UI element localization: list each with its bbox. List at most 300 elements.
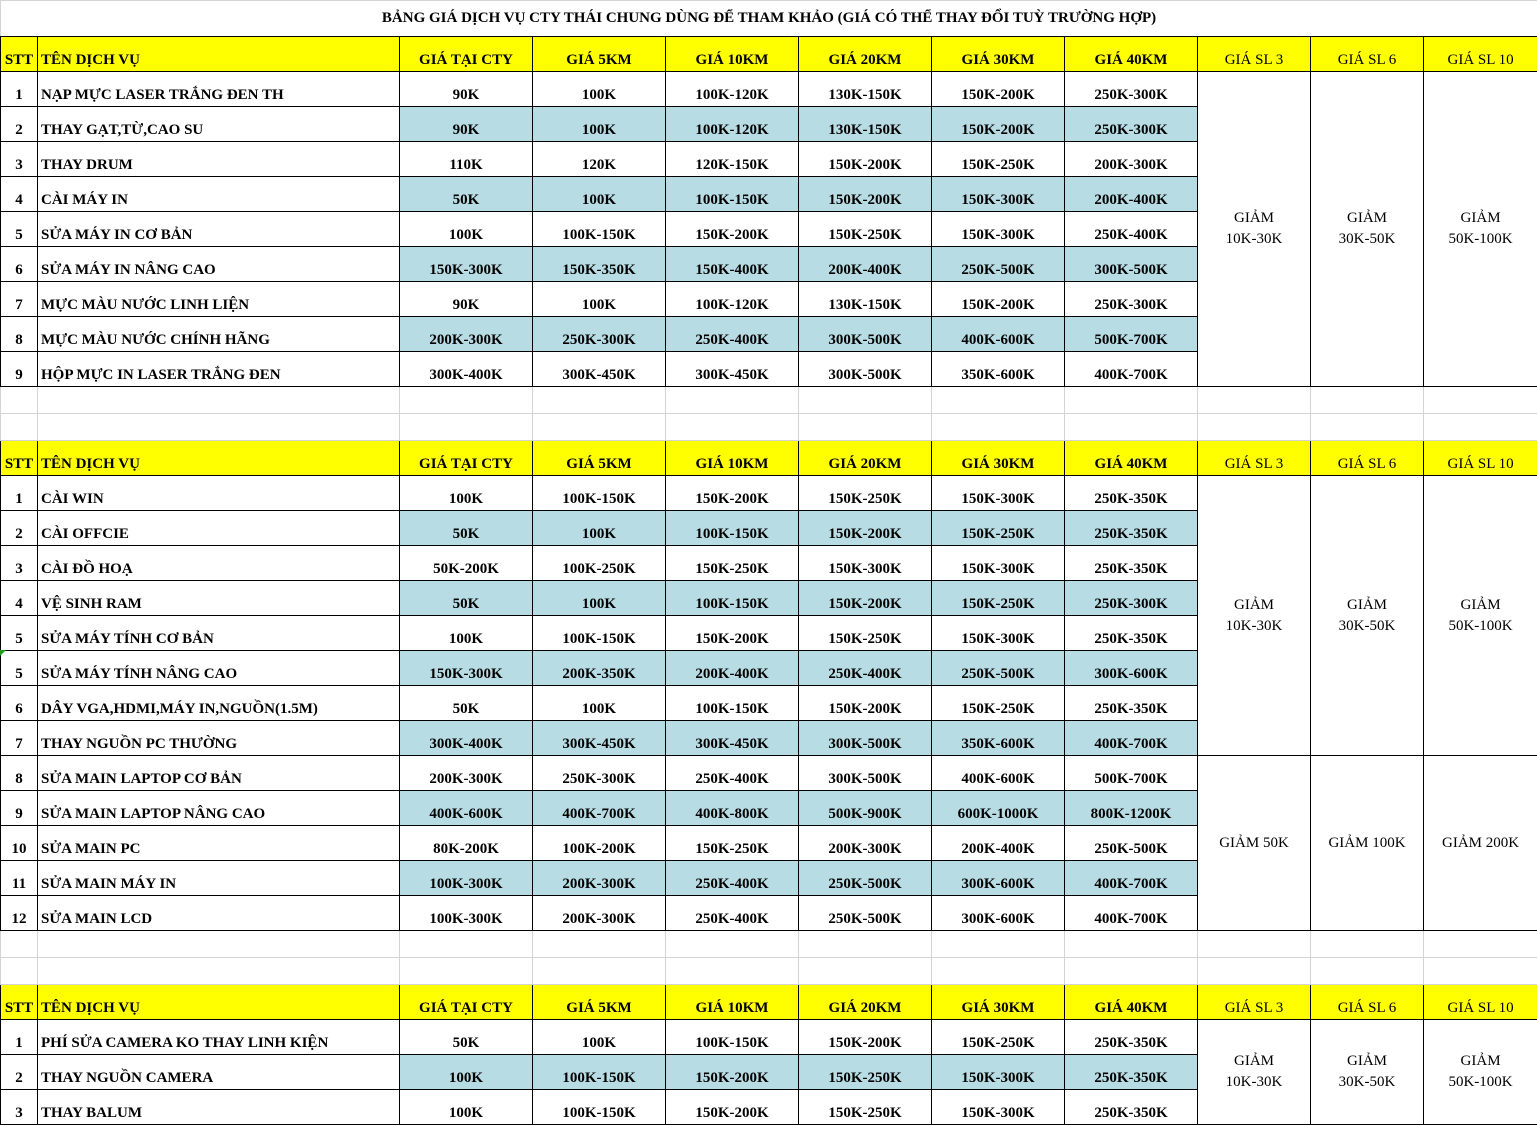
- price-20km-cell: 250K-500K: [799, 896, 932, 931]
- empty-cell: [932, 931, 1065, 958]
- price-company-cell: 100K: [400, 476, 533, 511]
- empty-cell: [1311, 931, 1424, 958]
- service-name-cell: HỘP MỰC IN LASER TRẮNG ĐEN: [38, 352, 400, 387]
- stt-cell: 6: [1, 247, 38, 282]
- service-name-cell: NẠP MỰC LASER TRẮNG ĐEN TH: [38, 72, 400, 107]
- service-name-cell: THAY NGUỒN PC THƯỜNG: [38, 721, 400, 756]
- empty-cell: [533, 387, 666, 414]
- price-40km-cell: 300K-500K: [1065, 247, 1198, 282]
- price-10km-cell: 150K-250K: [666, 826, 799, 861]
- price-company-cell: 100K: [400, 212, 533, 247]
- price-10km-cell: 100K-120K: [666, 72, 799, 107]
- header-price-5km: GIÁ 5KM: [533, 37, 666, 72]
- price-20km-cell: 200K-300K: [799, 826, 932, 861]
- price-10km-cell: 150K-250K: [666, 546, 799, 581]
- price-5km-cell: 150K-350K: [533, 247, 666, 282]
- price-20km-cell: 500K-900K: [799, 791, 932, 826]
- empty-cell: [1311, 414, 1424, 441]
- header-price-30km: GIÁ 30KM: [932, 37, 1065, 72]
- price-30km-cell: 150K-300K: [932, 1090, 1065, 1125]
- price-20km-cell: 200K-400K: [799, 247, 932, 282]
- discount-sl3-cell: GIẢM 10K-30K: [1198, 476, 1311, 756]
- stt-cell: 12: [1, 896, 38, 931]
- price-40km-cell: 250K-350K: [1065, 686, 1198, 721]
- price-company-cell: 50K: [400, 511, 533, 546]
- price-20km-cell: 150K-200K: [799, 511, 932, 546]
- price-5km-cell: 300K-450K: [533, 352, 666, 387]
- service-name-cell: CÀI MÁY IN: [38, 177, 400, 212]
- price-company-cell: 50K-200K: [400, 546, 533, 581]
- price-10km-cell: 150K-400K: [666, 247, 799, 282]
- stt-cell: 3: [1, 546, 38, 581]
- service-name-cell: CÀI ĐỒ HOẠ: [38, 546, 400, 581]
- price-company-cell: 300K-400K: [400, 352, 533, 387]
- discount-sl3-cell: GIẢM 10K-30K: [1198, 1020, 1311, 1125]
- empty-cell: [38, 414, 400, 441]
- price-30km-cell: 250K-500K: [932, 651, 1065, 686]
- header-price-30km: GIÁ 30KM: [932, 985, 1065, 1020]
- price-company-cell: 90K: [400, 282, 533, 317]
- service-name-cell: SỬA MÁY IN NÂNG CAO: [38, 247, 400, 282]
- price-40km-cell: 250K-300K: [1065, 282, 1198, 317]
- price-5km-cell: 100K-200K: [533, 826, 666, 861]
- price-40km-cell: 400K-700K: [1065, 861, 1198, 896]
- service-name-cell: THAY NGUỒN CAMERA: [38, 1055, 400, 1090]
- service-name-cell: SỬA MAIN LAPTOP CƠ BẢN: [38, 756, 400, 791]
- price-20km-cell: 250K-400K: [799, 651, 932, 686]
- price-40km-cell: 300K-600K: [1065, 651, 1198, 686]
- price-20km-cell: 130K-150K: [799, 107, 932, 142]
- stt-cell: 8: [1, 317, 38, 352]
- empty-cell: [1198, 958, 1311, 985]
- price-40km-cell: 400K-700K: [1065, 721, 1198, 756]
- price-30km-cell: 150K-300K: [932, 476, 1065, 511]
- price-company-cell: 100K-300K: [400, 896, 533, 931]
- service-name-cell: SỬA MÁY TÍNH CƠ BẢN: [38, 616, 400, 651]
- price-40km-cell: 250K-300K: [1065, 581, 1198, 616]
- empty-cell: [666, 414, 799, 441]
- empty-cell: [1065, 414, 1198, 441]
- stt-cell: 11: [1, 861, 38, 896]
- price-20km-cell: 150K-250K: [799, 1055, 932, 1090]
- price-5km-cell: 100K: [533, 107, 666, 142]
- stt-cell: 8: [1, 756, 38, 791]
- price-company-cell: 100K: [400, 1055, 533, 1090]
- stt-cell: 4: [1, 177, 38, 212]
- empty-cell: [1, 958, 38, 985]
- empty-cell: [1, 387, 38, 414]
- price-5km-cell: 100K: [533, 282, 666, 317]
- price-40km-cell: 250K-500K: [1065, 826, 1198, 861]
- stt-cell: 2: [1, 1055, 38, 1090]
- service-name-cell: MỰC MÀU NƯỚC CHÍNH HÃNG: [38, 317, 400, 352]
- header-price-sl6: GIÁ SL 6: [1311, 37, 1424, 72]
- price-5km-cell: 300K-450K: [533, 721, 666, 756]
- price-company-cell: 100K: [400, 616, 533, 651]
- price-40km-cell: 800K-1200K: [1065, 791, 1198, 826]
- stt-cell: 2: [1, 511, 38, 546]
- price-20km-cell: 130K-150K: [799, 72, 932, 107]
- empty-cell: [533, 414, 666, 441]
- price-5km-cell: 250K-300K: [533, 756, 666, 791]
- discount-sl6-cell: GIẢM 30K-50K: [1311, 72, 1424, 387]
- price-10km-cell: 100K-120K: [666, 282, 799, 317]
- price-10km-cell: 150K-200K: [666, 1090, 799, 1125]
- price-5km-cell: 100K: [533, 511, 666, 546]
- price-10km-cell: 100K-150K: [666, 581, 799, 616]
- empty-cell: [799, 958, 932, 985]
- stt-cell: 9: [1, 352, 38, 387]
- price-10km-cell: 300K-450K: [666, 352, 799, 387]
- price-20km-cell: 300K-500K: [799, 721, 932, 756]
- empty-cell: [799, 414, 932, 441]
- price-5km-cell: 120K: [533, 142, 666, 177]
- price-5km-cell: 100K-150K: [533, 1055, 666, 1090]
- empty-cell: [1311, 958, 1424, 985]
- price-40km-cell: 200K-300K: [1065, 142, 1198, 177]
- price-30km-cell: 400K-600K: [932, 756, 1065, 791]
- header-stt: STT: [1, 441, 38, 476]
- price-10km-cell: 250K-400K: [666, 861, 799, 896]
- price-5km-cell: 100K-150K: [533, 1090, 666, 1125]
- stt-cell: 3: [1, 142, 38, 177]
- price-10km-cell: 100K-150K: [666, 686, 799, 721]
- price-10km-cell: 400K-800K: [666, 791, 799, 826]
- service-name-cell: THAY DRUM: [38, 142, 400, 177]
- price-40km-cell: 400K-700K: [1065, 352, 1198, 387]
- price-company-cell: 100K-300K: [400, 861, 533, 896]
- price-20km-cell: 150K-200K: [799, 177, 932, 212]
- price-company-cell: 90K: [400, 72, 533, 107]
- price-30km-cell: 150K-200K: [932, 282, 1065, 317]
- service-name-cell: SỬA MAIN MÁY IN: [38, 861, 400, 896]
- price-20km-cell: 150K-250K: [799, 616, 932, 651]
- service-name-cell: SỬA MAIN PC: [38, 826, 400, 861]
- discount-sl6-cell: GIẢM 100K: [1311, 756, 1424, 931]
- price-5km-cell: 100K-150K: [533, 476, 666, 511]
- service-name-cell: THAY GẠT,TỪ,CAO SU: [38, 107, 400, 142]
- discount-sl10-cell: GIẢM 50K-100K: [1424, 72, 1537, 387]
- price-40km-cell: 400K-700K: [1065, 896, 1198, 931]
- header-price-sl10: GIÁ SL 10: [1424, 37, 1537, 72]
- price-20km-cell: 150K-250K: [799, 1090, 932, 1125]
- title-row: [1, 1, 1537, 37]
- header-row: [1, 985, 1537, 1020]
- service-name-cell: PHÍ SỬA CAMERA KO THAY LINH KIỆN: [38, 1020, 400, 1055]
- stt-cell: 4: [1, 581, 38, 616]
- empty-cell: [400, 958, 533, 985]
- empty-cell: [666, 931, 799, 958]
- price-30km-cell: 150K-200K: [932, 107, 1065, 142]
- price-20km-cell: 300K-500K: [799, 317, 932, 352]
- price-40km-cell: 250K-350K: [1065, 546, 1198, 581]
- cell-comment-marker: [0, 650, 6, 656]
- header-price-sl6: GIÁ SL 6: [1311, 441, 1424, 476]
- price-30km-cell: 250K-500K: [932, 247, 1065, 282]
- price-5km-cell: 100K: [533, 72, 666, 107]
- price-30km-cell: 150K-300K: [932, 546, 1065, 581]
- price-20km-cell: 300K-500K: [799, 756, 932, 791]
- price-20km-cell: 150K-300K: [799, 546, 932, 581]
- header-price-company: GIÁ TẠI CTY: [400, 441, 533, 476]
- header-price-20km: GIÁ 20KM: [799, 985, 932, 1020]
- price-40km-cell: 500K-700K: [1065, 317, 1198, 352]
- price-40km-cell: 250K-350K: [1065, 511, 1198, 546]
- price-30km-cell: 400K-600K: [932, 317, 1065, 352]
- price-30km-cell: 150K-250K: [932, 581, 1065, 616]
- empty-cell: [1, 931, 38, 958]
- price-5km-cell: 400K-700K: [533, 791, 666, 826]
- header-price-10km: GIÁ 10KM: [666, 37, 799, 72]
- header-price-sl10: GIÁ SL 10: [1424, 985, 1537, 1020]
- stt-cell: 1: [1, 72, 38, 107]
- service-name-cell: CÀI OFFCIE: [38, 511, 400, 546]
- price-30km-cell: 300K-600K: [932, 896, 1065, 931]
- stt-cell: 10: [1, 826, 38, 861]
- stt-cell: 1: [1, 1020, 38, 1055]
- empty-cell: [932, 414, 1065, 441]
- header-price-40km: GIÁ 40KM: [1065, 441, 1198, 476]
- service-name-cell: THAY BALUM: [38, 1090, 400, 1125]
- header-stt: STT: [1, 37, 38, 72]
- price-30km-cell: 150K-250K: [932, 511, 1065, 546]
- service-name-cell: SỬA MÁY TÍNH NÂNG CAO: [38, 651, 400, 686]
- empty-cell: [1065, 931, 1198, 958]
- price-10km-cell: 250K-400K: [666, 317, 799, 352]
- price-10km-cell: 150K-200K: [666, 616, 799, 651]
- price-5km-cell: 100K: [533, 177, 666, 212]
- header-row: [1, 441, 1537, 476]
- service-name-cell: DÂY VGA,HDMI,MÁY IN,NGUỒN(1.5M): [38, 686, 400, 721]
- price-30km-cell: 150K-250K: [932, 686, 1065, 721]
- sheet-title: BẢNG GIÁ DỊCH VỤ CTY THÁI CHUNG DÙNG ĐỂ THAM KHẢO (GIÁ CÓ THỂ THAY ĐỔI TUỲ TRƯỜNG HỢP): [1, 1, 1537, 37]
- price-20km-cell: 150K-200K: [799, 581, 932, 616]
- price-30km-cell: 150K-300K: [932, 616, 1065, 651]
- service-name-cell: SỬA MAIN LAPTOP NÂNG CAO: [38, 791, 400, 826]
- stt-cell: 5: [1, 651, 38, 686]
- price-5km-cell: 200K-300K: [533, 896, 666, 931]
- discount-sl3-cell: GIẢM 10K-30K: [1198, 72, 1311, 387]
- stt-cell: 5: [1, 616, 38, 651]
- empty-cell: [1424, 958, 1537, 985]
- table-row: [1, 72, 1537, 107]
- empty-cell: [38, 958, 400, 985]
- stt-cell: 7: [1, 282, 38, 317]
- price-20km-cell: 130K-150K: [799, 282, 932, 317]
- empty-cell: [533, 958, 666, 985]
- price-5km-cell: 100K-150K: [533, 212, 666, 247]
- price-40km-cell: 250K-400K: [1065, 212, 1198, 247]
- discount-sl6-cell: GIẢM 30K-50K: [1311, 476, 1424, 756]
- price-company-cell: 200K-300K: [400, 756, 533, 791]
- service-name-cell: MỰC MÀU NƯỚC LINH LIỆN: [38, 282, 400, 317]
- table-row: [1, 476, 1537, 511]
- header-service-name: TÊN DỊCH VỤ: [38, 37, 400, 72]
- price-10km-cell: 150K-200K: [666, 476, 799, 511]
- price-10km-cell: 150K-200K: [666, 1055, 799, 1090]
- price-30km-cell: 300K-600K: [932, 861, 1065, 896]
- empty-cell: [1424, 387, 1537, 414]
- price-10km-cell: 250K-400K: [666, 896, 799, 931]
- service-name-cell: SỬA MÁY IN CƠ BẢN: [38, 212, 400, 247]
- empty-cell: [932, 958, 1065, 985]
- price-company-cell: 50K: [400, 581, 533, 616]
- discount-sl10-cell: GIẢM 200K: [1424, 756, 1537, 931]
- header-price-10km: GIÁ 10KM: [666, 985, 799, 1020]
- discount-sl3-cell: GIẢM 50K: [1198, 756, 1311, 931]
- empty-cell: [1198, 387, 1311, 414]
- header-price-sl3: GIÁ SL 3: [1198, 441, 1311, 476]
- empty-cell: [400, 931, 533, 958]
- price-20km-cell: 150K-200K: [799, 686, 932, 721]
- price-10km-cell: 100K-150K: [666, 177, 799, 212]
- price-company-cell: 80K-200K: [400, 826, 533, 861]
- price-30km-cell: 600K-1000K: [932, 791, 1065, 826]
- price-20km-cell: 250K-500K: [799, 861, 932, 896]
- table-row: [1, 756, 1537, 791]
- header-price-company: GIÁ TẠI CTY: [400, 37, 533, 72]
- price-company-cell: 200K-300K: [400, 317, 533, 352]
- price-company-cell: 50K: [400, 177, 533, 212]
- price-5km-cell: 100K-150K: [533, 616, 666, 651]
- empty-cell: [932, 387, 1065, 414]
- price-company-cell: 400K-600K: [400, 791, 533, 826]
- price-40km-cell: 250K-300K: [1065, 72, 1198, 107]
- header-price-20km: GIÁ 20KM: [799, 441, 932, 476]
- stt-cell: 2: [1, 107, 38, 142]
- price-company-cell: 150K-300K: [400, 247, 533, 282]
- price-40km-cell: 250K-350K: [1065, 1020, 1198, 1055]
- empty-cell: [799, 931, 932, 958]
- price-20km-cell: 150K-200K: [799, 1020, 932, 1055]
- price-10km-cell: 150K-200K: [666, 212, 799, 247]
- empty-row: [1, 931, 1537, 958]
- price-30km-cell: 200K-400K: [932, 826, 1065, 861]
- empty-cell: [1065, 958, 1198, 985]
- header-price-40km: GIÁ 40KM: [1065, 985, 1198, 1020]
- price-30km-cell: 150K-300K: [932, 1055, 1065, 1090]
- stt-cell: 3: [1, 1090, 38, 1125]
- service-name-cell: SỬA MAIN LCD: [38, 896, 400, 931]
- price-10km-cell: 120K-150K: [666, 142, 799, 177]
- price-40km-cell: 250K-350K: [1065, 1090, 1198, 1125]
- empty-cell: [666, 387, 799, 414]
- header-price-5km: GIÁ 5KM: [533, 441, 666, 476]
- price-5km-cell: 100K: [533, 686, 666, 721]
- price-10km-cell: 300K-450K: [666, 721, 799, 756]
- header-price-20km: GIÁ 20KM: [799, 37, 932, 72]
- price-30km-cell: 350K-600K: [932, 352, 1065, 387]
- header-price-10km: GIÁ 10KM: [666, 441, 799, 476]
- price-40km-cell: 250K-300K: [1065, 107, 1198, 142]
- price-30km-cell: 350K-600K: [932, 721, 1065, 756]
- header-price-5km: GIÁ 5KM: [533, 985, 666, 1020]
- price-20km-cell: 150K-250K: [799, 212, 932, 247]
- service-name-cell: VỆ SINH RAM: [38, 581, 400, 616]
- empty-cell: [400, 414, 533, 441]
- empty-cell: [38, 931, 400, 958]
- empty-row: [1, 958, 1537, 985]
- price-company-cell: 150K-300K: [400, 651, 533, 686]
- price-5km-cell: 250K-300K: [533, 317, 666, 352]
- service-name-cell: CÀI WIN: [38, 476, 400, 511]
- empty-row: [1, 387, 1537, 414]
- header-price-30km: GIÁ 30KM: [932, 441, 1065, 476]
- empty-cell: [1065, 387, 1198, 414]
- discount-sl10-cell: GIẢM 50K-100K: [1424, 476, 1537, 756]
- price-30km-cell: 150K-300K: [932, 177, 1065, 212]
- header-service-name: TÊN DỊCH VỤ: [38, 985, 400, 1020]
- stt-cell: 6: [1, 686, 38, 721]
- empty-cell: [400, 387, 533, 414]
- price-5km-cell: 100K: [533, 1020, 666, 1055]
- discount-sl6-cell: GIẢM 30K-50K: [1311, 1020, 1424, 1125]
- price-company-cell: 100K: [400, 1090, 533, 1125]
- discount-sl10-cell: GIẢM 50K-100K: [1424, 1020, 1537, 1125]
- price-5km-cell: 100K-250K: [533, 546, 666, 581]
- empty-cell: [799, 387, 932, 414]
- header-price-sl3: GIÁ SL 3: [1198, 985, 1311, 1020]
- table-row: [1, 1020, 1537, 1055]
- header-stt: STT: [1, 985, 38, 1020]
- empty-cell: [666, 958, 799, 985]
- header-price-40km: GIÁ 40KM: [1065, 37, 1198, 72]
- price-30km-cell: 150K-200K: [932, 72, 1065, 107]
- header-row: [1, 37, 1537, 72]
- price-5km-cell: 200K-300K: [533, 861, 666, 896]
- price-company-cell: 50K: [400, 686, 533, 721]
- price-30km-cell: 150K-250K: [932, 1020, 1065, 1055]
- price-30km-cell: 150K-250K: [932, 142, 1065, 177]
- stt-cell: 7: [1, 721, 38, 756]
- price-10km-cell: 100K-150K: [666, 1020, 799, 1055]
- empty-cell: [533, 931, 666, 958]
- price-20km-cell: 150K-250K: [799, 476, 932, 511]
- header-price-sl6: GIÁ SL 6: [1311, 985, 1424, 1020]
- price-5km-cell: 100K: [533, 581, 666, 616]
- header-price-sl3: GIÁ SL 3: [1198, 37, 1311, 72]
- price-company-cell: 300K-400K: [400, 721, 533, 756]
- price-40km-cell: 250K-350K: [1065, 1055, 1198, 1090]
- price-20km-cell: 150K-200K: [799, 142, 932, 177]
- stt-cell: 5: [1, 212, 38, 247]
- price-company-cell: 110K: [400, 142, 533, 177]
- price-20km-cell: 300K-500K: [799, 352, 932, 387]
- empty-cell: [1198, 931, 1311, 958]
- empty-cell: [1, 414, 38, 441]
- price-10km-cell: 100K-150K: [666, 511, 799, 546]
- price-10km-cell: 250K-400K: [666, 756, 799, 791]
- stt-cell: 1: [1, 476, 38, 511]
- price-10km-cell: 100K-120K: [666, 107, 799, 142]
- empty-cell: [1311, 387, 1424, 414]
- header-service-name: TÊN DỊCH VỤ: [38, 441, 400, 476]
- price-10km-cell: 200K-400K: [666, 651, 799, 686]
- header-price-company: GIÁ TẠI CTY: [400, 985, 533, 1020]
- stt-cell: 9: [1, 791, 38, 826]
- price-5km-cell: 200K-350K: [533, 651, 666, 686]
- price-company-cell: 90K: [400, 107, 533, 142]
- price-40km-cell: 500K-700K: [1065, 756, 1198, 791]
- price-40km-cell: 250K-350K: [1065, 476, 1198, 511]
- empty-cell: [1424, 931, 1537, 958]
- price-company-cell: 50K: [400, 1020, 533, 1055]
- price-40km-cell: 250K-350K: [1065, 616, 1198, 651]
- empty-cell: [38, 387, 400, 414]
- empty-cell: [1424, 414, 1537, 441]
- price-30km-cell: 150K-300K: [932, 212, 1065, 247]
- price-40km-cell: 200K-400K: [1065, 177, 1198, 212]
